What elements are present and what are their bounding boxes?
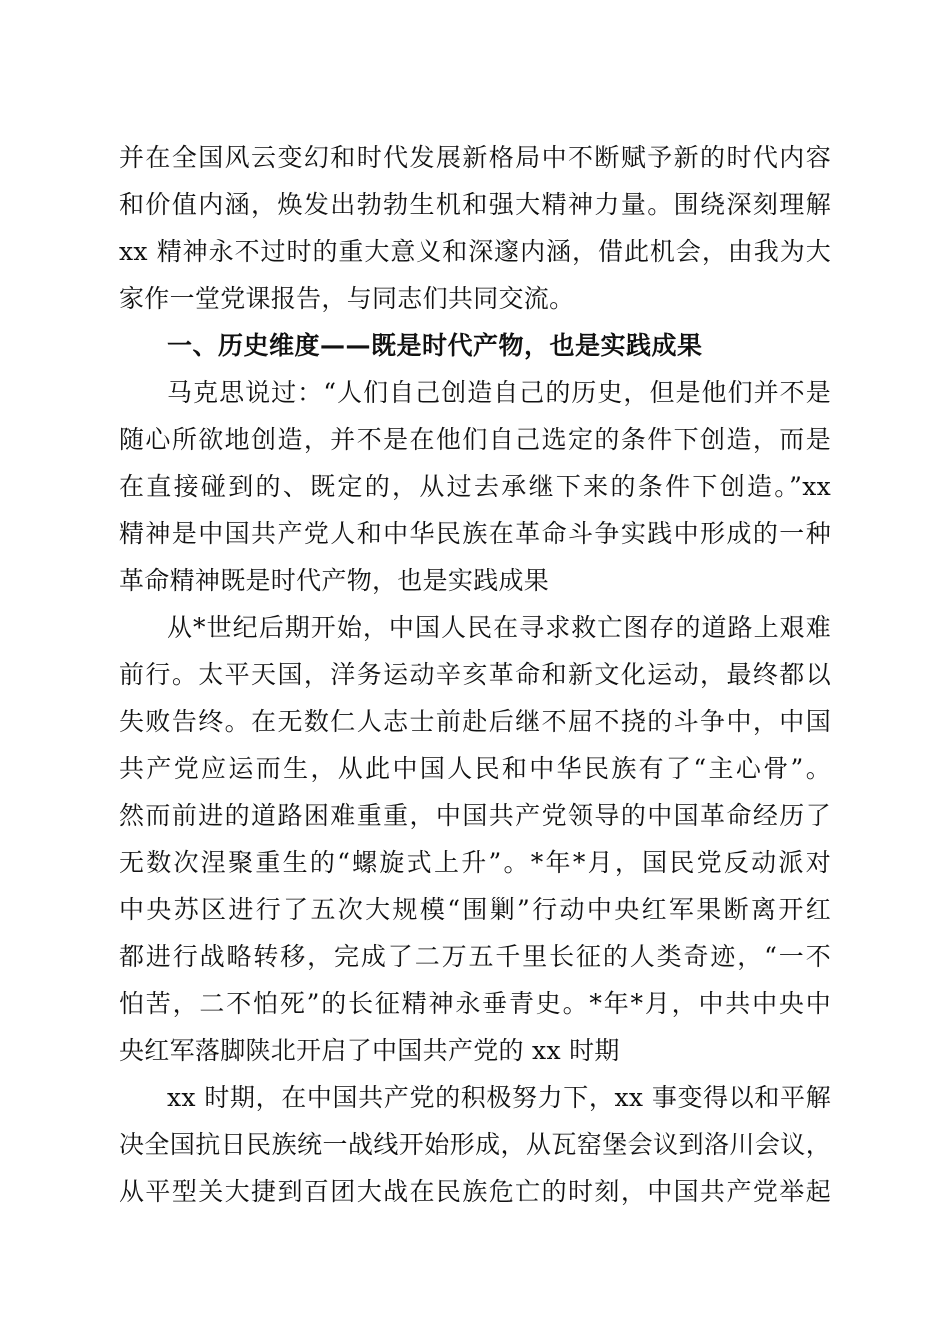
text-line: 从*世纪后期开始，中国人民在寻求救亡图存的道路上艰难 xyxy=(167,613,831,642)
text-line: xx 精神永不过时的重大意义和深邃内涵，借此机会，由我为大 xyxy=(119,237,831,266)
text-line: 并在全国风云变幻和时代发展新格局中不断赋予新的时代内容 xyxy=(119,143,831,172)
text-line: 随心所欲地创造，并不是在他们自己选定的条件下创造，而是 xyxy=(119,425,831,454)
text-line: 家作一堂党课报告，与同志们共同交流。 xyxy=(119,284,575,313)
text-line: 决全国抗日民族统一战线开始形成，从瓦窑堡会议到洛川会议， xyxy=(119,1130,831,1159)
text-line: 中央苏区进行了五次大规模“围剿”行动中央红军果断离开红 xyxy=(119,895,831,924)
text-line: 都进行战略转移，完成了二万五千里长征的人类奇迹，“一不 xyxy=(119,942,831,971)
text-line: 精神是中国共产党人和中华民族在革命斗争实践中形成的一种 xyxy=(119,519,831,548)
text-line: 前行。太平天国，洋务运动辛亥革命和新文化运动，最终都以 xyxy=(119,660,831,689)
text-line: 在直接碰到的、既定的，从过去承继下来的条件下创造。”xx xyxy=(119,472,831,501)
text-line: 共产党应运而生，从此中国人民和中华民族有了“主心骨”。 xyxy=(119,754,831,783)
text-line: 然而前进的道路困难重重，中国共产党领导的中国革命经历了 xyxy=(119,801,831,830)
text-line: 怕苦，二不怕死”的长征精神永垂青史。*年*月，中共中央中 xyxy=(119,989,831,1018)
text-line: 无数次涅聚重生的“螺旋式上升”。*年*月，国民党反动派对 xyxy=(119,848,831,877)
text-line: 失败告终。在无数仁人志士前赴后继不屈不挠的斗争中，中国 xyxy=(119,707,831,736)
text-line: 央红军落脚陕北开启了中国共产党的 xx 时期 xyxy=(119,1036,620,1065)
section-heading: 一、历史维度——既是时代产物，也是实践成果 xyxy=(167,331,703,360)
text-line: 革命精神既是时代产物，也是实践成果 xyxy=(119,566,550,595)
text-line: 马克思说过：“人们自己创造自己的历史，但是他们并不是 xyxy=(167,378,831,407)
text-line: 和价值内涵，焕发出勃勃生机和强大精神力量。围绕深刻理解 xyxy=(119,190,831,219)
text-line: xx 时期，在中国共产党的积极努力下，xx 事变得以和平解 xyxy=(167,1083,831,1112)
text-line: 从平型关大捷到百团大战在民族危亡的时刻，中国共产党举起 xyxy=(119,1177,831,1206)
